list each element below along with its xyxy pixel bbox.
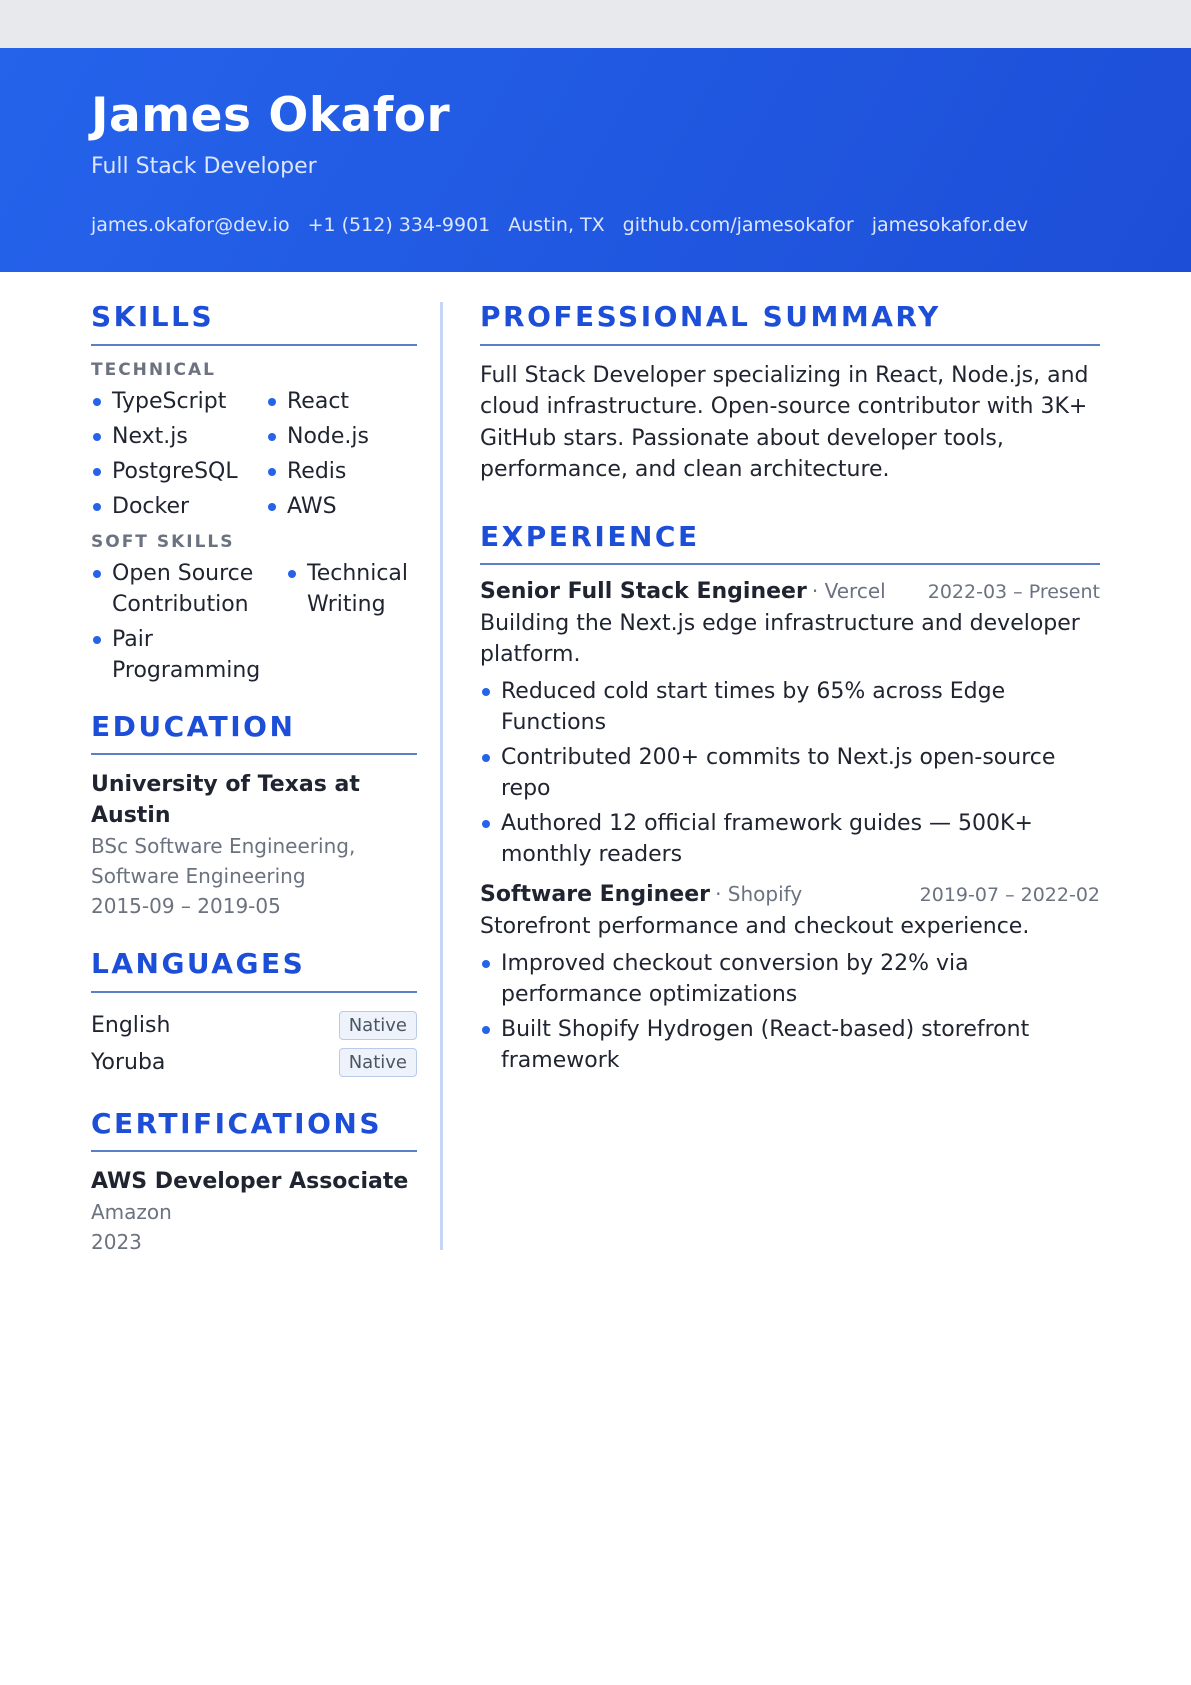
contact-location: Austin, TX <box>508 214 605 236</box>
skills-section <box>91 300 417 686</box>
certification-issuer: Amazon <box>91 1200 172 1225</box>
education-title: EDUCATION <box>91 710 417 756</box>
skill-item: TypeScript <box>91 386 266 417</box>
soft-skill-item: Technical Writing <box>286 558 416 620</box>
achievement-item: Built Shopify Hydrogen (React-based) storefront framework <box>480 1014 1100 1076</box>
top-margin-bar <box>0 0 1191 48</box>
certifications-title: CERTIFICATIONS <box>91 1107 417 1153</box>
skill-item: React <box>266 386 416 417</box>
job-company: · Vercel <box>811 579 886 604</box>
spacer <box>91 696 417 710</box>
job-header <box>480 882 1100 907</box>
summary-title: PROFESSIONAL SUMMARY <box>480 300 1100 346</box>
soft-skill-item: Pair Programming <box>91 624 286 686</box>
language-name: Yoruba <box>91 1049 166 1075</box>
education-dates: 2015-09 – 2019-05 <box>91 894 281 919</box>
contact-phone[interactable]: +1 (512) 334-9901 <box>307 214 491 236</box>
language-level-badge: Native <box>339 1011 417 1040</box>
job-achievements <box>480 948 1100 1076</box>
certifications-section <box>91 1107 417 1258</box>
soft-skills-label: SOFT SKILLS <box>91 531 235 552</box>
school-name: University of Texas at Austin <box>91 772 360 829</box>
skill-item: Docker <box>91 491 266 522</box>
education-section <box>91 710 417 922</box>
contact-list <box>91 214 1028 236</box>
job-header <box>480 579 1100 604</box>
skill-item: Redis <box>266 456 416 487</box>
candidate-role: Full Stack Developer <box>91 154 317 179</box>
skill-item: Next.js <box>91 421 266 452</box>
spacer <box>91 921 417 947</box>
certification-year: 2023 <box>91 1230 142 1255</box>
left-column <box>91 300 417 1257</box>
skill-item: Node.js <box>266 421 416 452</box>
skills-title: SKILLS <box>91 300 417 346</box>
candidate-name: James Okafor <box>91 88 451 143</box>
skill-item: AWS <box>266 491 416 522</box>
contact-github[interactable]: github.com/jamesokafor <box>622 214 854 236</box>
column-divider <box>440 302 443 1250</box>
skill-item: PostgreSQL <box>91 456 266 487</box>
experience-section <box>480 520 1100 1077</box>
job-entry <box>480 579 1100 870</box>
technical-skills-label: TECHNICAL <box>91 359 216 380</box>
summary-section <box>480 300 1100 486</box>
contact-email[interactable]: james.okafor@dev.io <box>91 214 290 236</box>
language-row <box>91 1044 417 1081</box>
experience-title: EXPERIENCE <box>480 520 1100 566</box>
job-description: Storefront performance and checkout experience. <box>480 914 1030 940</box>
resume-header <box>0 48 1191 272</box>
languages-section <box>91 947 417 1081</box>
achievement-item: Contributed 200+ commits to Next.js open-source repo <box>480 742 1100 804</box>
language-level-badge: Native <box>339 1048 417 1077</box>
contact-website[interactable]: jamesokafor.dev <box>871 214 1029 236</box>
right-column <box>480 300 1100 1088</box>
job-title: Software Engineer <box>480 882 710 908</box>
summary-text: Full Stack Developer specializing in React, Node.js, and cloud infrastructure. Open-source contributor with 3K+ GitHub stars. Passionate about developer tools, performance, and clean architecture. <box>480 362 1089 483</box>
spacer <box>480 486 1100 520</box>
job-company: · Shopify <box>715 882 803 907</box>
job-entry <box>480 882 1100 1076</box>
job-description: Building the Next.js edge infrastructure and developer platform. <box>480 611 1080 668</box>
language-name: English <box>91 1012 171 1038</box>
job-title-group <box>480 579 886 604</box>
resume-body <box>0 272 1191 1685</box>
spacer <box>91 1081 417 1107</box>
technical-skills-list <box>91 386 417 522</box>
job-title-group <box>480 882 802 907</box>
soft-skills-list <box>91 558 417 686</box>
job-achievements <box>480 676 1100 870</box>
achievement-item: Authored 12 official framework guides — 500K+ monthly readers <box>480 808 1100 870</box>
job-dates: 2022-03 – Present <box>927 581 1100 604</box>
degree: BSc Software Engineering, Software Engineering <box>91 834 356 889</box>
languages-title: LANGUAGES <box>91 947 417 993</box>
soft-skill-item: Open Source Contribution <box>91 558 286 620</box>
job-title: Senior Full Stack Engineer <box>480 579 807 605</box>
certification-name: AWS Developer Associate <box>91 1169 409 1195</box>
job-dates: 2019-07 – 2022-02 <box>919 884 1100 907</box>
achievement-item: Improved checkout conversion by 22% via performance optimizations <box>480 948 1100 1010</box>
language-row <box>91 1007 417 1044</box>
achievement-item: Reduced cold start times by 65% across Edge Functions <box>480 676 1100 738</box>
